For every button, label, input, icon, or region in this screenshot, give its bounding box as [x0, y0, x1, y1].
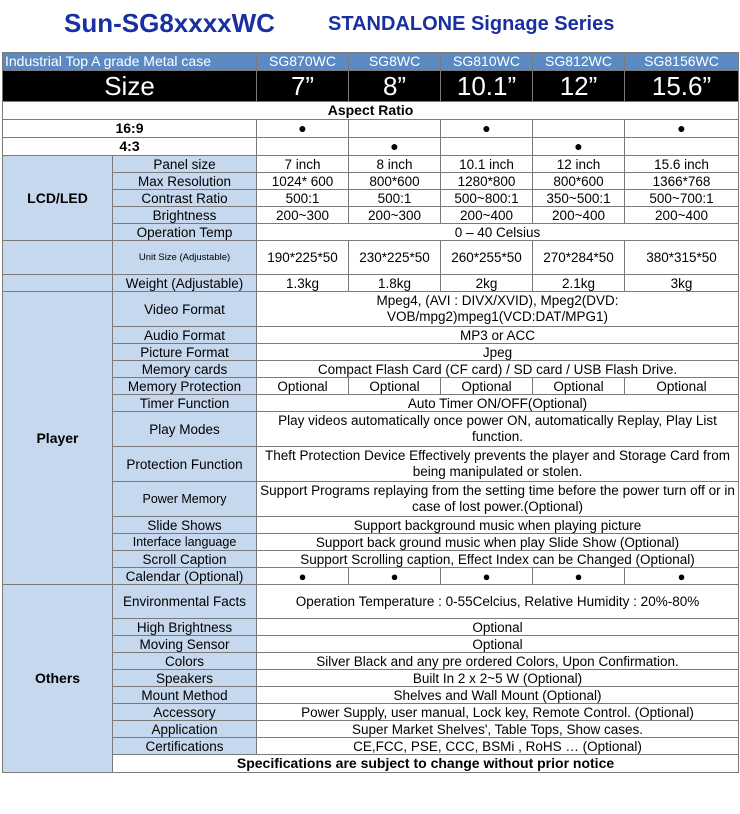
- timer-function-value: Auto Timer ON/OFF(Optional): [257, 395, 739, 412]
- memory-protection-value: Optional: [349, 378, 441, 395]
- brightness-value: 200~400: [625, 207, 739, 224]
- header-label: Industrial Top A grade Metal case: [3, 53, 257, 71]
- empty-category-cell: [3, 241, 113, 275]
- scroll-caption-value: Support Scrolling caption, Effect Index can be Changed (Optional): [257, 551, 739, 568]
- application-value: Super Market Shelves', Table Tops, Show cases.: [257, 721, 739, 738]
- play-modes-value: Play videos automatically once power ON, automatically Replay, Play List function.: [257, 412, 739, 447]
- dot-mark: ●: [533, 138, 625, 156]
- colors-label: Colors: [113, 653, 257, 670]
- unit-size-value: 260*255*50: [441, 241, 533, 275]
- play-modes-row: [3, 412, 739, 447]
- weight-value: 3kg: [625, 275, 739, 292]
- model-name: SG812WC: [533, 53, 625, 71]
- environmental-facts-label: Environmental Facts: [113, 585, 257, 619]
- mount-method-label: Mount Method: [113, 687, 257, 704]
- empty-cell: [349, 120, 441, 138]
- unit-size-value: 190*225*50: [257, 241, 349, 275]
- unit-size-value: 230*225*50: [349, 241, 441, 275]
- mount-method-row: [3, 687, 739, 704]
- unit-size-value: 270*284*50: [533, 241, 625, 275]
- footer-note: Specifications are subject to change without prior notice: [113, 755, 739, 773]
- weight-value: 1.8kg: [349, 275, 441, 292]
- brand-title: Sun-SG8xxxxWC: [64, 8, 275, 38]
- brightness-value: 200~400: [441, 207, 533, 224]
- environmental-facts-row: [3, 585, 739, 619]
- power-memory-row: [3, 482, 739, 517]
- resolution-value: 800*600: [349, 173, 441, 190]
- size-value: 10.1”: [441, 71, 533, 102]
- operation-temp-row: [3, 224, 739, 241]
- interface-language-row: [3, 534, 739, 551]
- contrast-value: 500:1: [349, 190, 441, 207]
- dot-mark: ●: [533, 568, 625, 585]
- panel-size-value: 7 inch: [257, 156, 349, 173]
- empty-cell: [441, 138, 533, 156]
- interface-language-value: Support back ground music when play Slide Show (Optional): [257, 534, 739, 551]
- spec-table: [2, 52, 739, 773]
- video-format-label: Video Format: [113, 292, 257, 327]
- moving-sensor-value: Optional: [257, 636, 739, 653]
- brightness-row: [3, 207, 739, 224]
- protection-function-label: Protection Function: [113, 447, 257, 482]
- scroll-caption-label: Scroll Caption: [113, 551, 257, 568]
- unit-size-value: 380*315*50: [625, 241, 739, 275]
- audio-format-row: [3, 327, 739, 344]
- operation-temp-label: Operation Temp: [113, 224, 257, 241]
- dot-mark: ●: [441, 568, 533, 585]
- panel-size-label: Panel size: [113, 156, 257, 173]
- ratio-169-row: [3, 120, 739, 138]
- size-value: 8”: [349, 71, 441, 102]
- dot-mark: ●: [625, 568, 739, 585]
- accessory-row: [3, 704, 739, 721]
- panel-size-value: 12 inch: [533, 156, 625, 173]
- calendar-label: Calendar (Optional): [113, 568, 257, 585]
- model-name: SG8156WC: [625, 53, 739, 71]
- certifications-value: CE,FCC, PSE, CCC, BSMi , RoHS … (Optional): [257, 738, 739, 755]
- panel-size-value: 10.1 inch: [441, 156, 533, 173]
- dot-mark: ●: [349, 568, 441, 585]
- ratio-43-row: [3, 138, 739, 156]
- scroll-caption-row: [3, 551, 739, 568]
- accessory-value: Power Supply, user manual, Lock key, Remote Control. (Optional): [257, 704, 739, 721]
- speakers-row: [3, 670, 739, 687]
- environmental-facts-value: Operation Temperature : 0-55Celcius, Relative Humidity : 20%-80%: [257, 585, 739, 619]
- audio-format-label: Audio Format: [113, 327, 257, 344]
- memory-protection-value: Optional: [441, 378, 533, 395]
- video-format-row: [3, 292, 739, 327]
- size-value: 15.6”: [625, 71, 739, 102]
- timer-function-label: Timer Function: [113, 395, 257, 412]
- resolution-value: 1024* 600: [257, 173, 349, 190]
- memory-protection-label: Memory Protection: [113, 378, 257, 395]
- empty-cell: [533, 120, 625, 138]
- colors-row: [3, 653, 739, 670]
- play-modes-label: Play Modes: [113, 412, 257, 447]
- resolution-value: 1280*800: [441, 173, 533, 190]
- max-resolution-row: [3, 173, 739, 190]
- empty-cell: [625, 138, 739, 156]
- dot-mark: ●: [349, 138, 441, 156]
- max-resolution-label: Max Resolution: [113, 173, 257, 190]
- ratio-169-label: 16:9: [3, 120, 257, 138]
- memory-protection-value: Optional: [625, 378, 739, 395]
- picture-format-value: Jpeg: [257, 344, 739, 361]
- panel-size-value: 15.6 inch: [625, 156, 739, 173]
- memory-cards-label: Memory cards: [113, 361, 257, 378]
- slide-shows-value: Support background music when playing picture: [257, 517, 739, 534]
- protection-function-row: [3, 447, 739, 482]
- slide-shows-label: Slide Shows: [113, 517, 257, 534]
- brightness-label: Brightness: [113, 207, 257, 224]
- memory-cards-row: [3, 361, 739, 378]
- aspect-ratio-row: [3, 102, 739, 120]
- weight-value: 2kg: [441, 275, 533, 292]
- moving-sensor-label: Moving Sensor: [113, 636, 257, 653]
- header-row: [3, 53, 739, 71]
- certifications-label: Certifications: [113, 738, 257, 755]
- dot-mark: ●: [441, 120, 533, 138]
- size-value: 7”: [257, 71, 349, 102]
- weight-row: [3, 275, 739, 292]
- picture-format-label: Picture Format: [113, 344, 257, 361]
- calendar-row: [3, 568, 739, 585]
- power-memory-value: Support Programs replaying from the setting time before the power turn off or in case of lost power.(Optional): [257, 482, 739, 517]
- unit-size-label: Unit Size (Adjustable): [113, 241, 257, 275]
- contrast-value: 350~500:1: [533, 190, 625, 207]
- aspect-ratio-title: Aspect Ratio: [3, 102, 739, 120]
- empty-cell: [257, 138, 349, 156]
- panel-size-row: [3, 156, 739, 173]
- resolution-value: 1366*768: [625, 173, 739, 190]
- interface-language-label: Interface language: [113, 534, 257, 551]
- panel-size-value: 8 inch: [349, 156, 441, 173]
- colors-value: Silver Black and any pre ordered Colors, Upon Confirmation.: [257, 653, 739, 670]
- weight-value: 1.3kg: [257, 275, 349, 292]
- ratio-43-label: 4:3: [3, 138, 257, 156]
- picture-format-row: [3, 344, 739, 361]
- application-row: [3, 721, 739, 738]
- operation-temp-value: 0 – 40 Celsius: [257, 224, 739, 241]
- series-title: STANDALONE Signage Series: [328, 13, 615, 35]
- size-label: Size: [3, 71, 257, 102]
- unit-size-row: [3, 241, 739, 275]
- memory-protection-value: Optional: [533, 378, 625, 395]
- speakers-label: Speakers: [113, 670, 257, 687]
- slide-shows-row: [3, 517, 739, 534]
- brightness-value: 200~300: [257, 207, 349, 224]
- video-format-value: Mpeg4, (AVI : DIVX/XVID), Mpeg2(DVD: VOB/mpg2)mpeg1(VCD:DAT/MPG1): [257, 292, 739, 327]
- memory-protection-value: Optional: [257, 378, 349, 395]
- dot-mark: ●: [625, 120, 739, 138]
- model-name: SG810WC: [441, 53, 533, 71]
- contrast-ratio-label: Contrast Ratio: [113, 190, 257, 207]
- memory-cards-value: Compact Flash Card (CF card) / SD card / USB Flash Drive.: [257, 361, 739, 378]
- accessory-label: Accessory: [113, 704, 257, 721]
- audio-format-value: MP3 or ACC: [257, 327, 739, 344]
- size-row: [3, 71, 739, 102]
- lcd-category: LCD/LED: [3, 156, 113, 241]
- resolution-value: 800*600: [533, 173, 625, 190]
- contrast-ratio-row: [3, 190, 739, 207]
- others-category: Others: [3, 585, 113, 773]
- high-brightness-value: Optional: [257, 619, 739, 636]
- moving-sensor-row: [3, 636, 739, 653]
- weight-label: Weight (Adjustable): [113, 275, 257, 292]
- dot-mark: ●: [257, 120, 349, 138]
- power-memory-label: Power Memory: [113, 482, 257, 517]
- contrast-value: 500~700:1: [625, 190, 739, 207]
- timer-function-row: [3, 395, 739, 412]
- dot-mark: ●: [257, 568, 349, 585]
- weight-value: 2.1kg: [533, 275, 625, 292]
- memory-protection-row: [3, 378, 739, 395]
- contrast-value: 500~800:1: [441, 190, 533, 207]
- high-brightness-row: [3, 619, 739, 636]
- mount-method-value: Shelves and Wall Mount (Optional): [257, 687, 739, 704]
- contrast-value: 500:1: [257, 190, 349, 207]
- application-label: Application: [113, 721, 257, 738]
- protection-function-value: Theft Protection Device Effectively prevents the player and Storage Card from being manipulated or stolen.: [257, 447, 739, 482]
- player-category: Player: [3, 292, 113, 585]
- model-name: SG8WC: [349, 53, 441, 71]
- brightness-value: 200~300: [349, 207, 441, 224]
- brightness-value: 200~400: [533, 207, 625, 224]
- page-title-area: [0, 0, 740, 52]
- high-brightness-label: High Brightness: [113, 619, 257, 636]
- size-value: 12”: [533, 71, 625, 102]
- speakers-value: Built In 2 x 2~5 W (Optional): [257, 670, 739, 687]
- certifications-row: [3, 738, 739, 755]
- model-name: SG870WC: [257, 53, 349, 71]
- footer-row: [3, 755, 739, 773]
- empty-category-cell: [3, 275, 113, 292]
